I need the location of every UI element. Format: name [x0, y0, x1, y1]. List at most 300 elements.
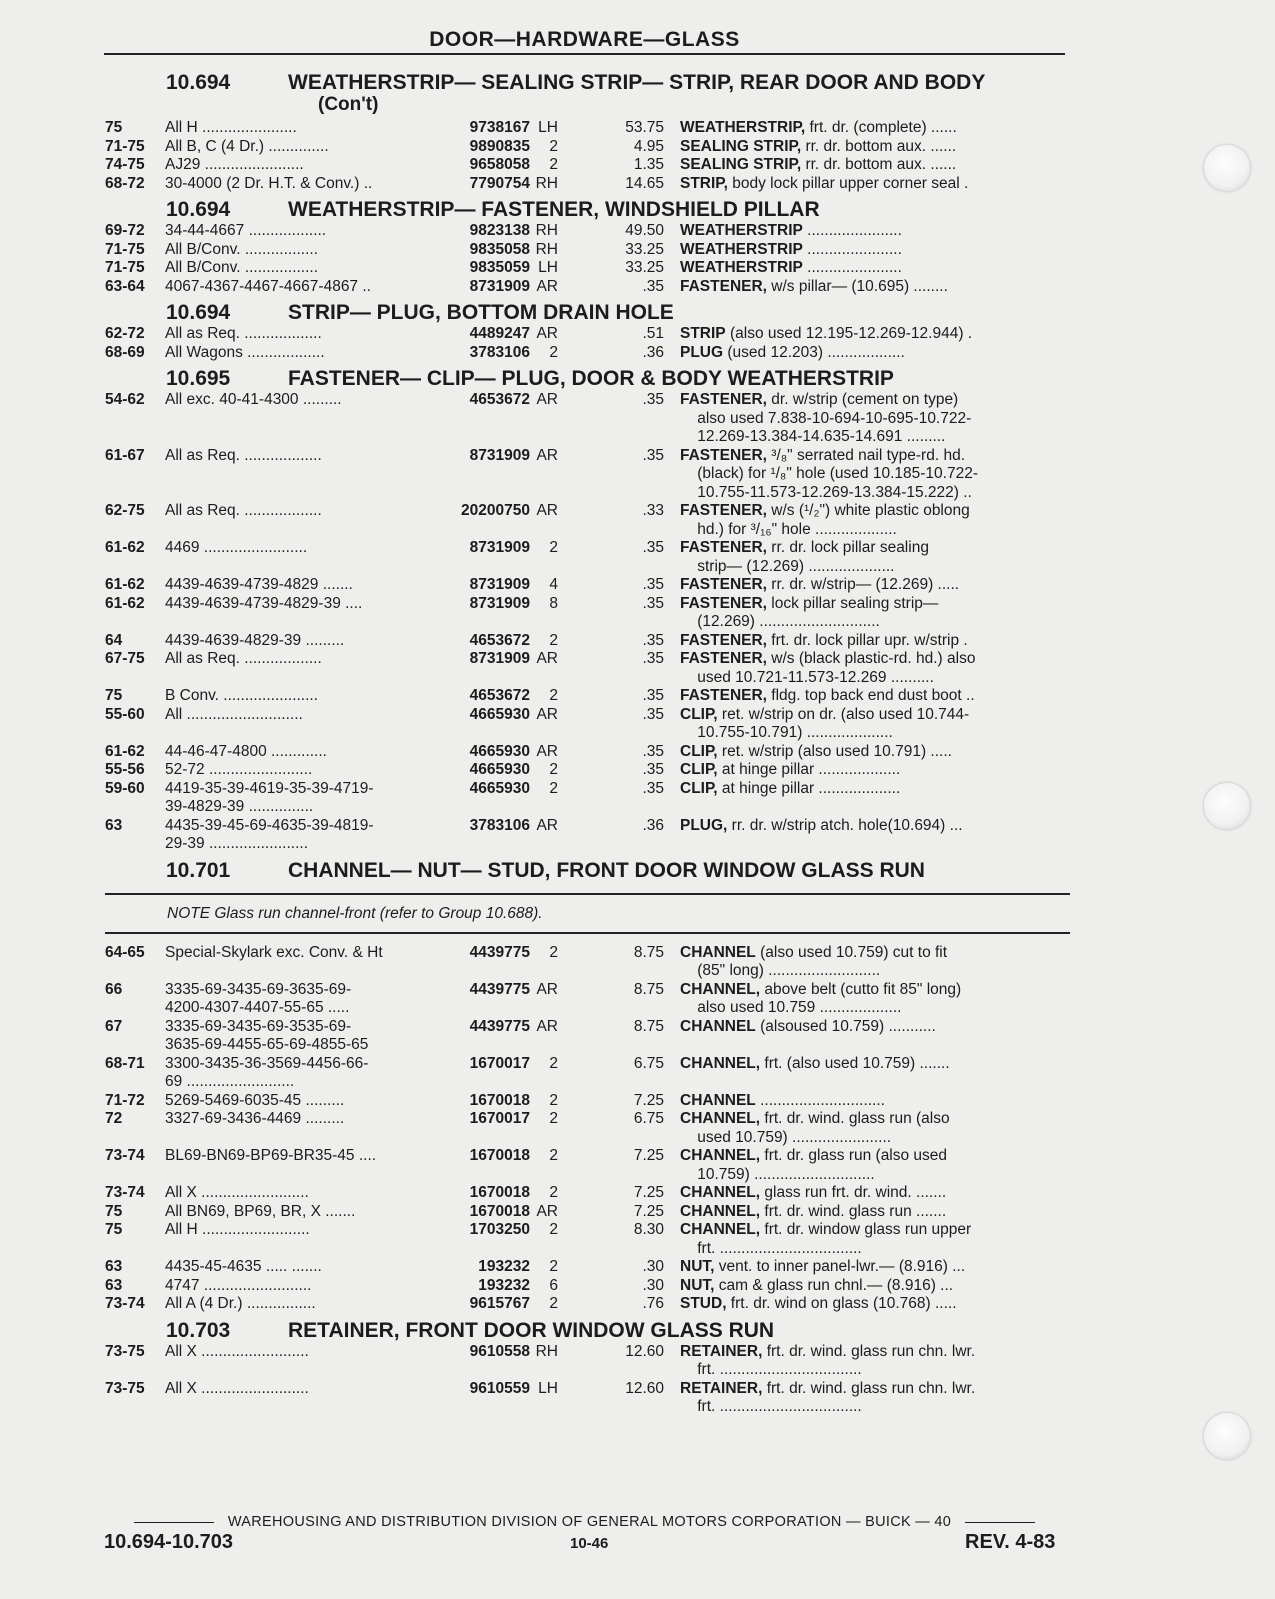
- price: .35: [642, 742, 664, 760]
- footer-page-number: 10-46: [570, 1535, 609, 1552]
- part-row: [105, 761, 1070, 780]
- part-row: [105, 1343, 1070, 1380]
- quantity: RH: [535, 174, 558, 192]
- price: 7.25: [633, 1202, 664, 1220]
- price: .35: [642, 779, 664, 797]
- price: .36: [642, 816, 664, 834]
- part-detail: above belt (cutto fit 85" long) also used 10.759 ...................: [697, 980, 962, 1016]
- group-number: 10.694: [166, 71, 231, 94]
- model-list: Special-Skylark exc. Conv. & Ht: [165, 943, 383, 961]
- part-name: WEATHERSTRIP: [680, 240, 803, 258]
- model-year: 62-72: [105, 325, 145, 342]
- part-detail: ret. w/strip on dr. (also used 10.744- 10.755-10.791) ....................: [697, 705, 970, 741]
- part-row: [105, 632, 1070, 651]
- price: 33.25: [625, 240, 664, 258]
- page-title: DOOR—HARDWARE—GLASS: [429, 28, 740, 51]
- model-list: All B/Conv. .................: [165, 259, 319, 276]
- part-description: [680, 1055, 1070, 1092]
- model-year: 54-62: [105, 391, 145, 408]
- part-description: [680, 502, 1070, 539]
- quantity: 2: [549, 1091, 558, 1109]
- part-name: FASTENER,: [680, 277, 767, 295]
- part-detail: ret. w/strip (also used 10.791) .....: [717, 742, 952, 760]
- model-list: B Conv. ......................: [165, 687, 319, 704]
- part-description: [680, 780, 1070, 817]
- part-row: [105, 1277, 1070, 1296]
- part-row: [105, 1018, 1070, 1055]
- part-description: [680, 259, 1070, 278]
- model-year: 61-62: [105, 539, 145, 556]
- part-name: CLIP,: [680, 705, 718, 723]
- model-list: All B/Conv. .................: [165, 240, 319, 258]
- part-name: CHANNEL: [680, 943, 756, 961]
- part-description: [680, 241, 1070, 260]
- quantity: AR: [536, 705, 558, 723]
- part-description: [680, 222, 1070, 241]
- model-year: 74-75: [105, 156, 145, 173]
- part-row: [105, 119, 1070, 138]
- part-number: 4653672: [469, 687, 530, 704]
- model-year: 75: [105, 1221, 123, 1238]
- part-description: [680, 344, 1070, 363]
- part-description: [680, 539, 1070, 576]
- part-detail: frt. dr. wind on glass (10.768) .....: [726, 1295, 957, 1312]
- part-number: 4665930: [469, 761, 530, 778]
- part-name: FASTENER,: [680, 502, 767, 519]
- part-number: 193232: [478, 1258, 530, 1275]
- part-number: 9835058: [469, 240, 530, 258]
- model-list: All as Req. ..................: [165, 446, 322, 464]
- model-year: 61-62: [105, 594, 145, 612]
- part-detail: rr. dr. lock pillar sealing strip— (12.269) ....................: [697, 539, 929, 575]
- model-list: All X .........................: [165, 1184, 309, 1201]
- model-year: 67: [105, 1017, 123, 1035]
- part-name: RETAINER,: [680, 1379, 763, 1397]
- model-list: 3300-3435-36-3569-4456-66- 69 .........................: [165, 1054, 369, 1090]
- part-detail: frt. dr. (complete) ......: [805, 119, 957, 136]
- part-description: [680, 981, 1070, 1018]
- price: .35: [642, 576, 664, 593]
- part-name: PLUG,: [680, 816, 728, 834]
- model-list: 4439-4639-4739-4829-39 ....: [165, 594, 363, 612]
- part-description: [680, 1295, 1070, 1314]
- price: .51: [642, 325, 664, 342]
- quantity: 4: [549, 576, 558, 593]
- part-name: SEALING STRIP,: [680, 156, 802, 173]
- part-number: 9835059: [469, 259, 530, 276]
- group-title: RETAINER, FRONT DOOR WINDOW GLASS RUN: [288, 1318, 775, 1342]
- part-number: 1703250: [469, 1221, 530, 1238]
- part-detail: ......................: [802, 240, 902, 258]
- part-row: [105, 1203, 1070, 1222]
- part-row: [105, 1110, 1070, 1147]
- part-detail: frt. dr. glass run (also used 10.759) ............................: [697, 1147, 948, 1183]
- part-detail: glass run frt. dr. wind. .......: [760, 1184, 947, 1201]
- part-number: 4665930: [469, 705, 530, 723]
- part-row: [105, 595, 1070, 632]
- model-year: 75: [105, 119, 123, 136]
- model-list: 4435-45-4635 ..... .......: [165, 1258, 322, 1275]
- part-number: 8731909: [469, 594, 530, 612]
- part-row: [105, 687, 1070, 706]
- part-number: 1670018: [469, 1202, 530, 1220]
- price: .35: [642, 594, 664, 612]
- part-row: [105, 944, 1070, 981]
- price: 12.60: [625, 1342, 664, 1360]
- price: .35: [642, 761, 664, 778]
- price: .76: [642, 1295, 664, 1312]
- price: 6.75: [633, 1110, 664, 1127]
- part-description: [680, 1110, 1070, 1147]
- model-list: All as Req. ..................: [165, 325, 322, 342]
- quantity: 8: [549, 594, 558, 612]
- part-number: 4665930: [469, 742, 530, 760]
- part-description: [680, 687, 1070, 706]
- part-number: 4439775: [469, 980, 530, 998]
- part-name: PLUG: [680, 343, 724, 361]
- price: 7.25: [633, 1147, 664, 1164]
- quantity: RH: [535, 240, 558, 258]
- quantity: 2: [549, 1221, 558, 1238]
- group-number: 10.703: [166, 1318, 231, 1342]
- part-detail: rr. dr. bottom aux. ......: [801, 137, 957, 155]
- quantity: 2: [549, 631, 558, 649]
- part-description: [680, 650, 1070, 687]
- quantity: AR: [536, 325, 558, 342]
- quantity: 2: [549, 1147, 558, 1164]
- part-row: [105, 817, 1070, 854]
- part-name: FASTENER,: [680, 539, 767, 556]
- part-name: RETAINER,: [680, 1342, 763, 1360]
- group-number: 10.695: [166, 367, 231, 390]
- part-number: 8731909: [469, 650, 530, 667]
- quantity: AR: [536, 980, 558, 998]
- part-detail: ......................: [802, 259, 902, 276]
- model-year: 73-74: [105, 1184, 145, 1201]
- model-list: 3335-69-3435-69-3535-69- 3635-69-4455-65-69-4855-65: [165, 1017, 369, 1053]
- group-note: NOTE Glass run channel-front (refer to Group 10.688).: [167, 904, 543, 922]
- part-detail: body lock pillar upper corner seal .: [727, 174, 969, 192]
- group-section: [105, 301, 1070, 362]
- model-list: 4747 .........................: [165, 1276, 312, 1294]
- price: 7.25: [633, 1091, 664, 1109]
- group-number: 10.694: [166, 198, 231, 221]
- model-year: 61-62: [105, 576, 145, 593]
- part-number: 193232: [478, 1276, 530, 1294]
- model-list: All Wagons ..................: [165, 343, 325, 361]
- quantity: 2: [549, 1258, 558, 1275]
- part-number: 9658058: [469, 156, 530, 173]
- price: .35: [642, 687, 664, 704]
- price: 33.25: [625, 259, 664, 276]
- price: .35: [642, 539, 664, 556]
- part-name: FASTENER,: [680, 576, 767, 593]
- part-description: [680, 1184, 1070, 1203]
- part-description: [680, 706, 1070, 743]
- part-detail: lock pillar sealing strip— (12.269) ............................: [697, 594, 939, 630]
- part-number: 4439775: [469, 1017, 530, 1035]
- model-year: 67-75: [105, 650, 145, 667]
- price: 49.50: [625, 222, 664, 239]
- model-year: 75: [105, 1202, 123, 1220]
- quantity: 2: [549, 343, 558, 361]
- model-year: 68-72: [105, 174, 145, 192]
- part-name: FASTENER,: [680, 631, 767, 649]
- model-year: 61-67: [105, 446, 145, 464]
- price: 8.75: [633, 943, 664, 961]
- model-year: 64: [105, 631, 123, 649]
- model-year: 63: [105, 1258, 123, 1275]
- part-detail: rr. dr. w/strip— (12.269) .....: [766, 576, 960, 593]
- quantity: 2: [549, 137, 558, 155]
- part-description: [680, 944, 1070, 981]
- part-detail: (used 12.203) ..................: [723, 343, 905, 361]
- quantity: 2: [549, 779, 558, 797]
- part-number: 9823138: [469, 222, 530, 239]
- header-rule: [104, 53, 1065, 55]
- footer-group-range: 10.694-10.703: [104, 1531, 234, 1553]
- quantity: 2: [549, 761, 558, 778]
- quantity: 2: [549, 943, 558, 961]
- price: 14.65: [625, 174, 664, 192]
- part-description: [680, 817, 1070, 854]
- group-title: WEATHERSTRIP— FASTENER, WINDSHIELD PILLAR: [288, 198, 820, 221]
- part-row: [105, 1221, 1070, 1258]
- part-number: 9738167: [469, 119, 530, 136]
- part-number: 1670018: [469, 1091, 530, 1109]
- part-name: FASTENER,: [680, 650, 767, 667]
- part-number: 1670017: [469, 1110, 530, 1127]
- part-number: 3783106: [469, 816, 530, 834]
- quantity: LH: [538, 1379, 558, 1397]
- quantity: 2: [549, 1184, 558, 1201]
- quantity: AR: [536, 742, 558, 760]
- group-heading: [105, 367, 1070, 391]
- part-description: [680, 119, 1070, 138]
- part-number: 20200750: [461, 502, 530, 519]
- part-detail: at hinge pillar ...................: [717, 779, 901, 797]
- model-list: All as Req. ..................: [165, 650, 322, 667]
- part-row: [105, 156, 1070, 175]
- model-list: 4439-4639-4739-4829 .......: [165, 576, 353, 593]
- price: 8.75: [633, 980, 664, 998]
- model-list: 44-46-47-4800 .............: [165, 742, 327, 760]
- footer-division-line: [104, 1514, 1065, 1530]
- part-name: FASTENER,: [680, 687, 767, 704]
- group-title: STRIP— PLUG, BOTTOM DRAIN HOLE: [288, 301, 674, 324]
- model-list: AJ29 .......................: [165, 156, 304, 173]
- part-detail: cam & glass run chnl.— (8.916) ...: [714, 1276, 954, 1294]
- price: 4.95: [633, 137, 664, 155]
- quantity: 2: [549, 156, 558, 173]
- part-detail: w/s pillar— (10.695) ........: [766, 277, 948, 295]
- part-row: [105, 138, 1070, 157]
- part-description: [680, 595, 1070, 632]
- part-detail: dr. w/strip (cement on type) also used 7.838-10-694-10-695-10.722- 12.269-13.384-14.635-14.691 .........: [697, 391, 972, 445]
- quantity: AR: [536, 446, 558, 464]
- model-year: 73-74: [105, 1295, 145, 1312]
- part-number: 1670017: [469, 1054, 530, 1072]
- model-list: 4067-4367-4467-4667-4867 ..: [165, 277, 371, 295]
- price: .30: [642, 1276, 664, 1294]
- part-row: [105, 344, 1070, 363]
- part-name: CHANNEL,: [680, 1147, 761, 1164]
- model-list: All B, C (4 Dr.) ..............: [165, 137, 329, 155]
- model-list: 4419-35-39-4619-35-39-4719- 39-4829-39 ...............: [165, 779, 374, 815]
- part-name: WEATHERSTRIP,: [680, 119, 806, 136]
- model-list: All H .........................: [165, 1221, 310, 1238]
- price: .36: [642, 343, 664, 361]
- part-name: WEATHERSTRIP: [680, 259, 803, 276]
- group-section: [105, 198, 1070, 296]
- part-name: CHANNEL,: [680, 980, 761, 998]
- model-list: All X .........................: [165, 1379, 309, 1397]
- part-detail: ³/₈" serrated nail type-rd. hd. (black) for ¹/₈" hole (used 10.185-10.722- 10.755-11.573-12.269-13.384-15.222) ..: [697, 446, 978, 501]
- model-list: 34-44-4667 ..................: [165, 222, 327, 239]
- model-year: 71-72: [105, 1091, 145, 1109]
- part-name: STUD,: [680, 1295, 727, 1312]
- price: .35: [642, 650, 664, 667]
- group-section: [105, 71, 1070, 193]
- model-year: 71-75: [105, 259, 145, 276]
- part-number: 3783106: [469, 343, 530, 361]
- part-number: 1670018: [469, 1184, 530, 1201]
- part-row: [105, 1147, 1070, 1184]
- price: 12.60: [625, 1379, 664, 1397]
- model-list: 4439-4639-4829-39 .........: [165, 631, 345, 649]
- quantity: 2: [549, 1054, 558, 1072]
- group-section: [105, 859, 1070, 1314]
- part-description: [680, 576, 1070, 595]
- part-description: [680, 1147, 1070, 1184]
- model-year: 68-69: [105, 343, 145, 361]
- part-description: [680, 1277, 1070, 1296]
- part-detail: rr. dr. bottom aux. ......: [801, 156, 957, 173]
- model-list: BL69-BN69-BP69-BR35-45 ....: [165, 1147, 377, 1164]
- quantity: LH: [538, 259, 558, 276]
- price: .30: [642, 1258, 664, 1275]
- part-row: [105, 1380, 1070, 1417]
- model-list: All BN69, BP69, BR, X .......: [165, 1202, 356, 1220]
- part-row: [105, 1184, 1070, 1203]
- part-name: NUT,: [680, 1258, 715, 1275]
- part-detail: (alsoused 10.759) ...........: [755, 1017, 936, 1035]
- part-detail: frt. dr. wind. glass run .......: [760, 1202, 947, 1220]
- price: 7.25: [633, 1184, 664, 1201]
- part-name: FASTENER,: [680, 391, 767, 408]
- group-heading: [105, 301, 1070, 325]
- part-row: [105, 1258, 1070, 1277]
- part-detail: frt. dr. window glass run upper frt. .................................: [697, 1221, 972, 1257]
- model-list: 3335-69-3435-69-3635-69- 4200-4307-4407-55-65 .....: [165, 980, 352, 1016]
- part-number: 9610558: [469, 1342, 530, 1360]
- group-heading: [105, 71, 1070, 95]
- price: .35: [642, 277, 664, 295]
- group-section: [105, 1319, 1070, 1417]
- model-year: 59-60: [105, 779, 145, 797]
- part-description: [680, 1221, 1070, 1258]
- part-description: [680, 1258, 1070, 1277]
- part-description: [680, 632, 1070, 651]
- model-year: 73-75: [105, 1379, 145, 1397]
- part-detail: frt. dr. wind. glass run chn. lwr. frt. .................................: [697, 1342, 976, 1378]
- quantity: RH: [535, 222, 558, 239]
- group-number: 10.694: [166, 301, 231, 324]
- model-year: 73-75: [105, 1342, 145, 1360]
- model-year: 71-75: [105, 137, 145, 155]
- part-detail: .............................: [755, 1091, 885, 1109]
- part-row: [105, 447, 1070, 503]
- binder-hole: [1204, 145, 1250, 191]
- part-detail: w/s (¹/₂") white plastic oblong hd.) for ³/₁₆" hole ...................: [697, 502, 970, 538]
- part-description: [680, 1343, 1070, 1380]
- footer-revision: REV. 4-83: [965, 1531, 1056, 1553]
- part-description: [680, 1018, 1070, 1055]
- price: 6.75: [633, 1054, 664, 1072]
- model-year: 73-74: [105, 1147, 145, 1164]
- model-year: 66: [105, 980, 123, 998]
- part-description: [680, 447, 1070, 503]
- part-name: STRIP,: [680, 174, 728, 192]
- model-year: 72: [105, 1110, 123, 1127]
- part-row: [105, 539, 1070, 576]
- price: .35: [642, 446, 664, 464]
- model-year: 75: [105, 687, 123, 704]
- part-description: [680, 1092, 1070, 1111]
- part-detail: frt. dr. wind. glass run (also used 10.759) .......................: [697, 1110, 950, 1146]
- model-list: All A (4 Dr.) ................: [165, 1295, 316, 1312]
- part-detail: rr. dr. w/strip atch. hole(10.694) ...: [727, 816, 963, 834]
- price: 1.35: [633, 156, 664, 173]
- part-name: CHANNEL: [680, 1091, 756, 1109]
- binder-hole: [1204, 783, 1250, 829]
- group-heading: [105, 1319, 1070, 1343]
- quantity: 2: [549, 687, 558, 704]
- model-year: 71-75: [105, 240, 145, 258]
- part-name: CHANNEL: [680, 1017, 756, 1035]
- model-year: 63: [105, 816, 123, 834]
- part-number: 9610559: [469, 1379, 530, 1397]
- quantity: 2: [549, 1110, 558, 1127]
- part-row: [105, 981, 1070, 1018]
- part-row: [105, 175, 1070, 194]
- part-number: 8731909: [469, 539, 530, 556]
- model-year: 61-62: [105, 742, 145, 760]
- binder-hole: [1204, 1413, 1250, 1459]
- part-description: [680, 391, 1070, 447]
- part-number: 9890835: [469, 137, 530, 155]
- part-name: CHANNEL,: [680, 1054, 761, 1072]
- group-title: FASTENER— CLIP— PLUG, DOOR & BODY WEATHERSTRIP: [288, 367, 894, 390]
- model-list: All as Req. ..................: [165, 502, 322, 519]
- model-year: 55-60: [105, 705, 145, 723]
- part-row: [105, 241, 1070, 260]
- part-row: [105, 391, 1070, 447]
- part-number: 9615767: [469, 1295, 530, 1312]
- part-detail: (also used 10.759) cut to fit (85" long) ..........................: [697, 943, 948, 979]
- price: .35: [642, 705, 664, 723]
- footer-division: WAREHOUSING AND DISTRIBUTION DIVISION OF GENERAL MOTORS CORPORATION — BUICK — 40: [227, 1514, 952, 1530]
- group-title: CHANNEL— NUT— STUD, FRONT DOOR WINDOW GLASS RUN: [288, 858, 925, 882]
- part-name: FASTENER,: [680, 594, 767, 612]
- quantity: AR: [536, 391, 558, 408]
- part-name: CHANNEL,: [680, 1202, 761, 1220]
- quantity: AR: [536, 1202, 558, 1220]
- part-number: 4653672: [469, 631, 530, 649]
- price: 8.75: [633, 1017, 664, 1035]
- part-number: 1670018: [469, 1147, 530, 1164]
- model-year: 64-65: [105, 943, 145, 961]
